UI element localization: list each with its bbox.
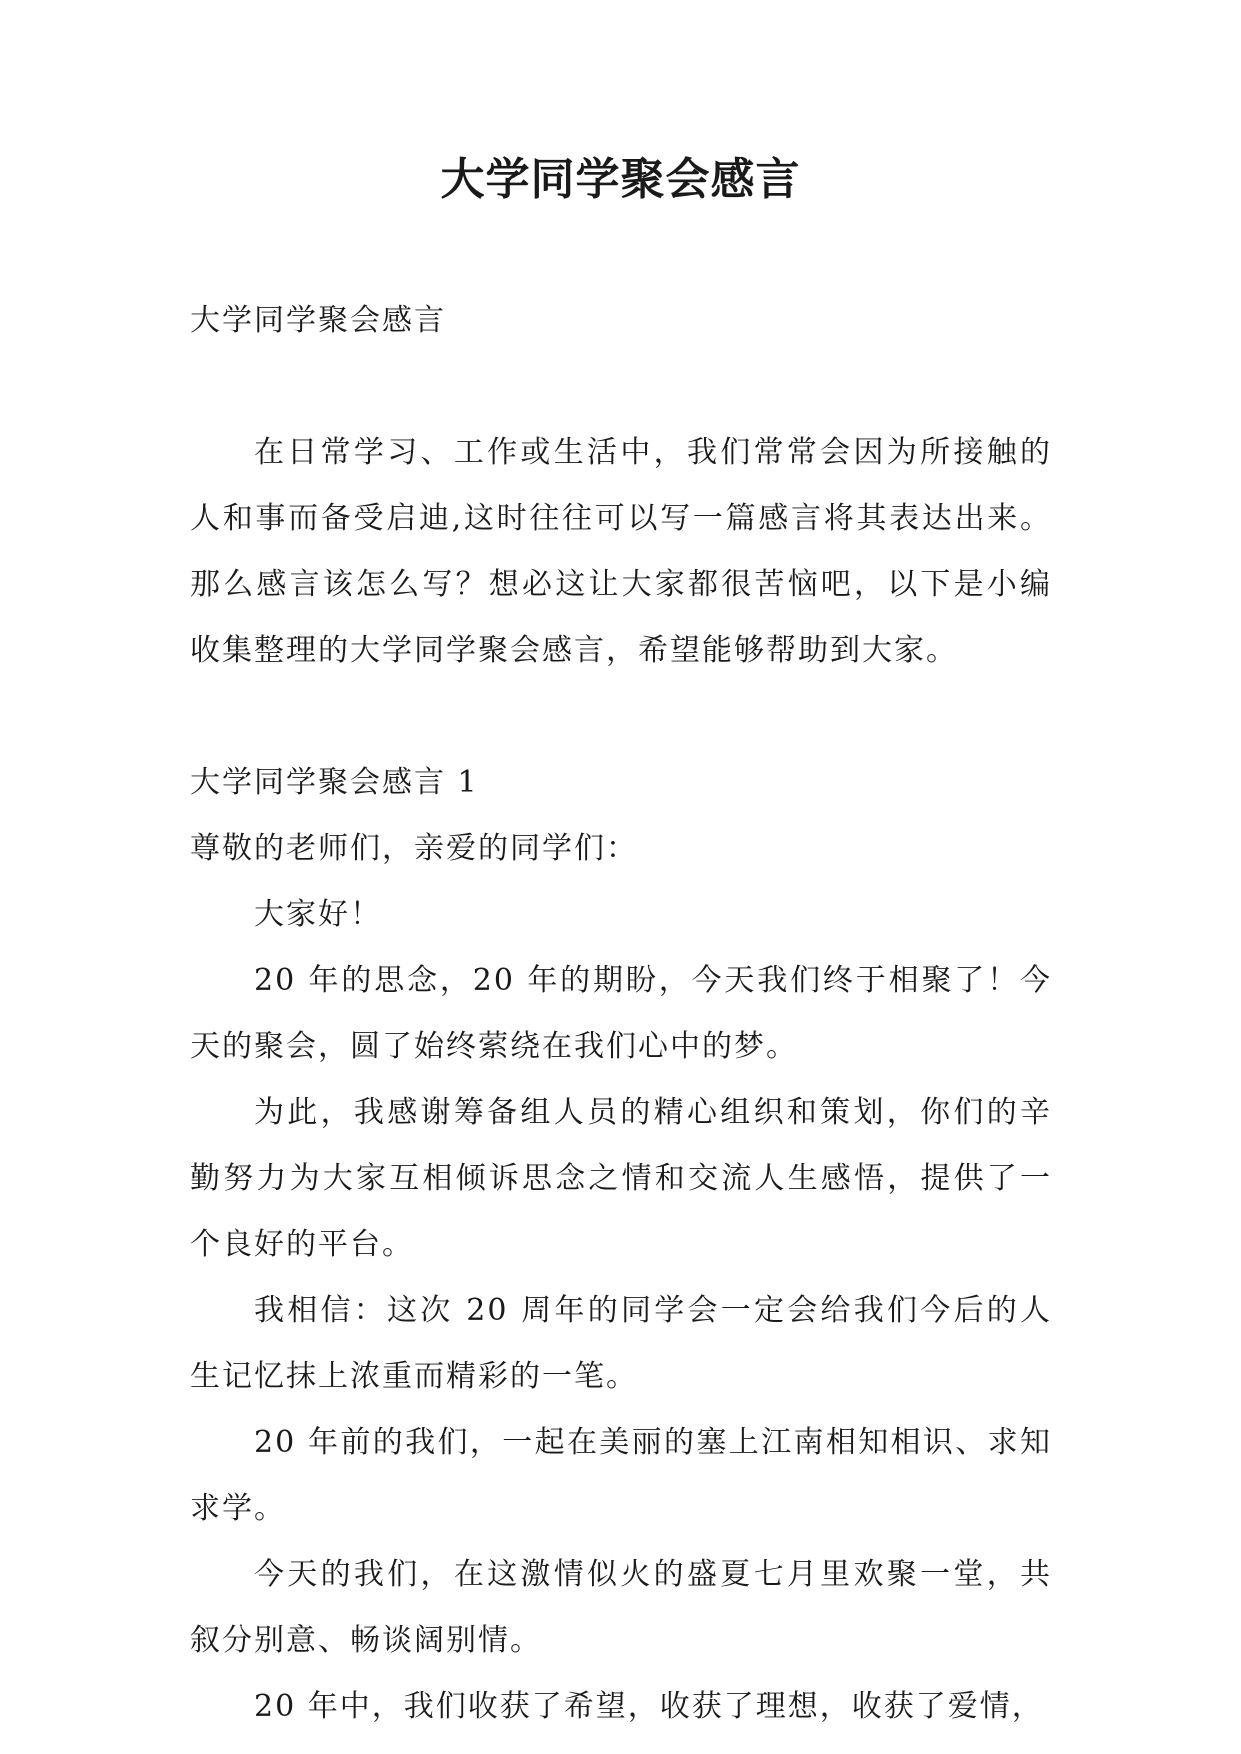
spacer	[190, 354, 1052, 420]
body-paragraph: 今天的我们，在这激情似火的盛夏七月里欢聚一堂，共叙分别意、畅谈阔别情。	[190, 1557, 1052, 1658]
intro-paragraph: 在日常学习、工作或生活中，我们常常会因为所接触的人和事而备受启迪,这时往往可以写一篇感言将其表达出来。那么感言该怎么写？想必这让大家都很苦恼吧，以下是小编收集整理的大学同学聚会感言，希望能够帮助到大家。	[190, 435, 1052, 668]
body-paragraph: 20 年中，我们收获了希望，收获了理想，收获了爱情，	[254, 1689, 1044, 1724]
document-title: 大学同学聚会感言	[440, 154, 801, 205]
document-body	[190, 288, 1052, 1740]
section-heading: 大学同学聚会感言 1	[190, 765, 479, 800]
salutation: 尊敬的老师们，亲爱的同学们：	[190, 831, 638, 866]
body-paragraph: 20 年的思念，20 年的期盼，今天我们终于相聚了！今天的聚会，圆了始终萦绕在我们心中的梦。	[190, 963, 1052, 1064]
document-subtitle: 大学同学聚会感言	[190, 303, 446, 338]
body-paragraph: 20 年前的我们，一起在美丽的塞上江南相知相识、求知求学。	[190, 1425, 1052, 1526]
body-paragraph: 大家好！	[254, 897, 382, 932]
body-paragraph: 为此，我感谢筹备组人员的精心组织和策划，你们的辛勤努力为大家互相倾诉思念之情和交流人生感悟，提供了一个良好的平台。	[190, 1095, 1052, 1262]
spacer	[190, 684, 1052, 750]
body-paragraph: 我相信：这次 20 周年的同学会一定会给我们今后的人生记忆抹上浓重而精彩的一笔。	[190, 1293, 1052, 1394]
